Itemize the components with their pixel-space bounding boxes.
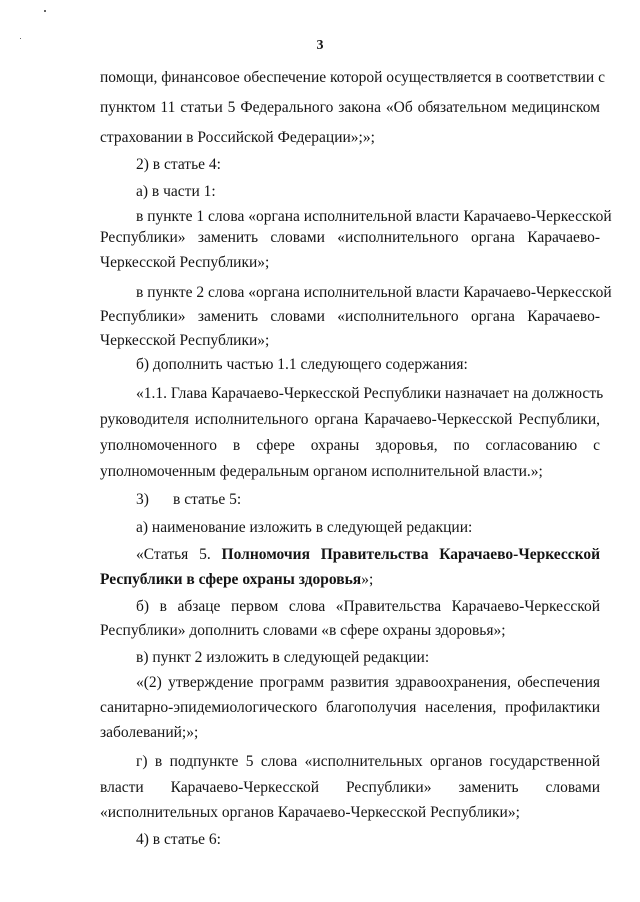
text-line: уполномоченного в сфере охраны здоровья, по согласованию с	[100, 437, 600, 454]
text-line: страховании в Российской Федерации»;»;	[100, 129, 375, 146]
text-line: в пункте 1 слова «органа исполнительной власти Карачаево-Черкесской	[136, 208, 612, 225]
text-line: «1.1. Глава Карачаево-Черкесской Республики назначает на должность	[136, 385, 604, 402]
text-line: в) пункт 2 изложить в следующей редакции:	[136, 649, 430, 666]
text-line: а) наименование изложить в следующей редакции:	[136, 519, 473, 536]
text-fragment: »;	[361, 571, 374, 588]
text-line: Республики» заменить словами «исполнительного органа Карачаево-	[100, 229, 600, 246]
text-line: «исполнительных органов Карачаево-Черкесской Республики»;	[100, 804, 520, 821]
text-line: руководителя исполнительного органа Карачаево-Черкесской Республики,	[100, 411, 600, 428]
text-line: в пункте 2 слова «органа исполнительной власти Карачаево-Черкесской	[136, 284, 612, 301]
text-line: уполномоченным федеральным органом исполнительной власти.»;	[100, 463, 543, 480]
text-line: 4) в статье 6:	[136, 831, 221, 848]
scan-speck	[44, 10, 46, 12]
text-line	[100, 570, 600, 590]
text-line: а) в части 1:	[136, 183, 216, 200]
item-text: в статье 5:	[173, 491, 242, 508]
article-heading-bold: Полномочия Правительства Карачаево-Черкесской	[221, 546, 600, 563]
article-label: «Статья 5.	[136, 546, 211, 563]
text-line	[136, 545, 600, 565]
text-line: Республики» заменить словами «исполнительного органа Карачаево-	[100, 308, 600, 325]
text-line: б) в абзаце первом слова «Правительства Карачаево-Черкесской	[136, 598, 600, 615]
text-line: Черкесской Республики»;	[100, 254, 270, 271]
text-line: пунктом 11 статьи 5 Федерального закона «Об обязательном медицинском	[100, 99, 600, 116]
text-line: помощи, финансовое обеспечение которой осуществляется в соответствии с	[100, 69, 605, 86]
text-line: 2) в статье 4:	[136, 156, 221, 173]
text-line: санитарно-эпидемиологического благополучия населения, профилактики	[100, 699, 600, 716]
text-line: Республики» дополнить словами «в сфере охраны здоровья»;	[100, 622, 506, 639]
text-line: власти Карачаево-Черкесской Республики» заменить словами	[100, 779, 600, 796]
item-number: 3)	[136, 491, 149, 508]
text-line: б) дополнить частью 1.1 следующего содержания:	[136, 356, 468, 373]
text-line: «(2) утверждение программ развития здравоохранения, обеспечения	[136, 674, 600, 691]
text-line	[136, 490, 600, 510]
text-line: заболеваний;»;	[100, 724, 199, 741]
page-number: 3	[316, 38, 324, 53]
text-line: г) в подпункте 5 слова «исполнительных органов государственной	[136, 753, 600, 770]
article-heading-bold: Республики в сфере охраны здоровья	[100, 571, 362, 588]
text-line: Черкесской Республики»;	[100, 332, 270, 349]
